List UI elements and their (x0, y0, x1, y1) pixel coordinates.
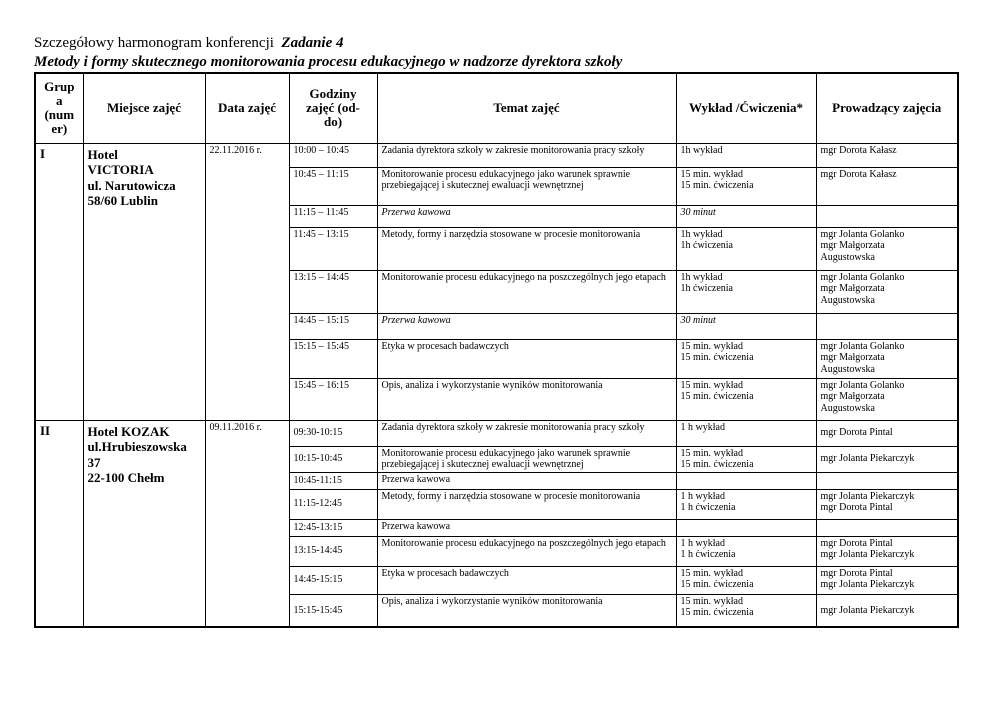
session-lecturer: mgr Jolanta Golanko mgr Małgorzata Augustowska (816, 378, 958, 420)
session-topic: Metody, formy i narzędzia stosowane w procesie monitorowania (377, 489, 676, 519)
header-place: Miejsce zajęć (83, 73, 205, 143)
session-type: 15 min. wykład 15 min. ćwiczenia (676, 446, 816, 472)
session-type (676, 519, 816, 536)
table-row (35, 420, 958, 446)
session-topic: Monitorowanie procesu edukacyjnego jako warunek sprawnie przebiegającej i skutecznej ewaluacji wewnętrznej (377, 167, 676, 205)
session-lecturer: mgr Dorota Pintal mgr Jolanta Piekarczyk (816, 566, 958, 594)
document-title (34, 34, 344, 52)
session-type: 1h wykład 1h ćwiczenia (676, 227, 816, 270)
session-topic: Przerwa kawowa (377, 313, 676, 339)
session-type (676, 472, 816, 489)
session-type: 1 h wykład (676, 420, 816, 446)
session-lecturer (816, 205, 958, 227)
session-topic: Opis, analiza i wykorzystanie wyników monitorowania (377, 594, 676, 627)
session-topic: Monitorowanie procesu edukacyjnego na poszczególnych jego etapach (377, 536, 676, 566)
session-type: 1h wykład 1h ćwiczenia (676, 270, 816, 313)
group-place: Hotel KOZAK ul.Hrubieszowska 37 22-100 Chełm (83, 420, 205, 627)
session-lecturer (816, 519, 958, 536)
session-type: 15 min. wykład 15 min. ćwiczenia (676, 167, 816, 205)
header-type: Wykład /Ćwiczenia* (676, 73, 816, 143)
session-time: 10:15-10:45 (289, 446, 377, 472)
table-row (35, 143, 958, 167)
session-time: 10:00 – 10:45 (289, 143, 377, 167)
document-subtitle: Metody i formy skutecznego monitorowania procesu edukacyjnego w nadzorze dyrektora szkoły (34, 54, 623, 70)
session-lecturer: mgr Jolanta Piekarczyk (816, 446, 958, 472)
schedule-table (34, 72, 959, 628)
session-topic: Przerwa kawowa (377, 519, 676, 536)
session-time: 15:15 – 15:45 (289, 339, 377, 378)
session-type: 15 min. wykład 15 min. ćwiczenia (676, 594, 816, 627)
session-topic: Metody, formy i narzędzia stosowane w procesie monitorowania (377, 227, 676, 270)
group-date: 22.11.2016 r. (205, 143, 289, 420)
session-type: 15 min. wykład 15 min. ćwiczenia (676, 378, 816, 420)
session-topic: Etyka w procesach badawczych (377, 339, 676, 378)
session-topic: Przerwa kawowa (377, 472, 676, 489)
session-type: 1 h wykład 1 h ćwiczenia (676, 489, 816, 519)
session-lecturer: mgr Jolanta Golanko mgr Małgorzata Augustowska (816, 339, 958, 378)
group-number: II (35, 420, 83, 627)
header-date: Data zajęć (205, 73, 289, 143)
title-prefix: Szczegółowy harmonogram konferencji (34, 35, 274, 51)
session-topic: Przerwa kawowa (377, 205, 676, 227)
header-group: Grup a (num er) (35, 73, 83, 143)
session-lecturer: mgr Dorota Kałasz (816, 143, 958, 167)
session-type: 30 minut (676, 313, 816, 339)
session-topic: Monitorowanie procesu edukacyjnego na poszczególnych jego etapach (377, 270, 676, 313)
session-time: 09:30-10:15 (289, 420, 377, 446)
session-topic: Opis, analiza i wykorzystanie wyników monitorowania (377, 378, 676, 420)
session-time: 15:45 – 16:15 (289, 378, 377, 420)
session-lecturer: mgr Jolanta Piekarczyk mgr Dorota Pintal (816, 489, 958, 519)
group-date: 09.11.2016 r. (205, 420, 289, 627)
session-time: 13:15-14:45 (289, 536, 377, 566)
group-number: I (35, 143, 83, 420)
session-lecturer (816, 313, 958, 339)
group-place: Hotel VICTORIA ul. Narutowicza 58/60 Lublin (83, 143, 205, 420)
session-type: 15 min. wykład 15 min. ćwiczenia (676, 339, 816, 378)
session-time: 12:45-13:15 (289, 519, 377, 536)
session-time: 11:15 – 11:45 (289, 205, 377, 227)
session-lecturer (816, 472, 958, 489)
session-time: 14:45-15:15 (289, 566, 377, 594)
session-lecturer: mgr Jolanta Golanko mgr Małgorzata Augustowska (816, 227, 958, 270)
session-time: 11:45 – 13:15 (289, 227, 377, 270)
session-time: 11:15-12:45 (289, 489, 377, 519)
session-lecturer: mgr Dorota Kałasz (816, 167, 958, 205)
session-lecturer: mgr Jolanta Golanko mgr Małgorzata Augustowska (816, 270, 958, 313)
session-lecturer: mgr Jolanta Piekarczyk (816, 594, 958, 627)
title-task: Zadanie 4 (281, 35, 344, 51)
session-topic: Zadania dyrektora szkoły w zakresie monitorowania pracy szkoły (377, 420, 676, 446)
session-type: 1 h wykład 1 h ćwiczenia (676, 536, 816, 566)
session-lecturer: mgr Dorota Pintal mgr Jolanta Piekarczyk (816, 536, 958, 566)
session-time: 15:15-15:45 (289, 594, 377, 627)
session-topic: Etyka w procesach badawczych (377, 566, 676, 594)
session-time: 13:15 – 14:45 (289, 270, 377, 313)
session-time: 10:45 – 11:15 (289, 167, 377, 205)
session-type: 1h wykład (676, 143, 816, 167)
session-time: 10:45-11:15 (289, 472, 377, 489)
session-type: 30 minut (676, 205, 816, 227)
header-hours: Godziny zajęć (od- do) (289, 73, 377, 143)
header-lecturer: Prowadzący zajęcia (816, 73, 958, 143)
session-lecturer: mgr Dorota Pintal (816, 420, 958, 446)
header-topic: Temat zajęć (377, 73, 676, 143)
session-time: 14:45 – 15:15 (289, 313, 377, 339)
session-topic: Zadania dyrektora szkoły w zakresie monitorowania pracy szkoły (377, 143, 676, 167)
session-type: 15 min. wykład 15 min. ćwiczenia (676, 566, 816, 594)
session-topic: Monitorowanie procesu edukacyjnego jako warunek sprawnie przebiegającej i skutecznej ewaluacji wewnętrznej (377, 446, 676, 472)
